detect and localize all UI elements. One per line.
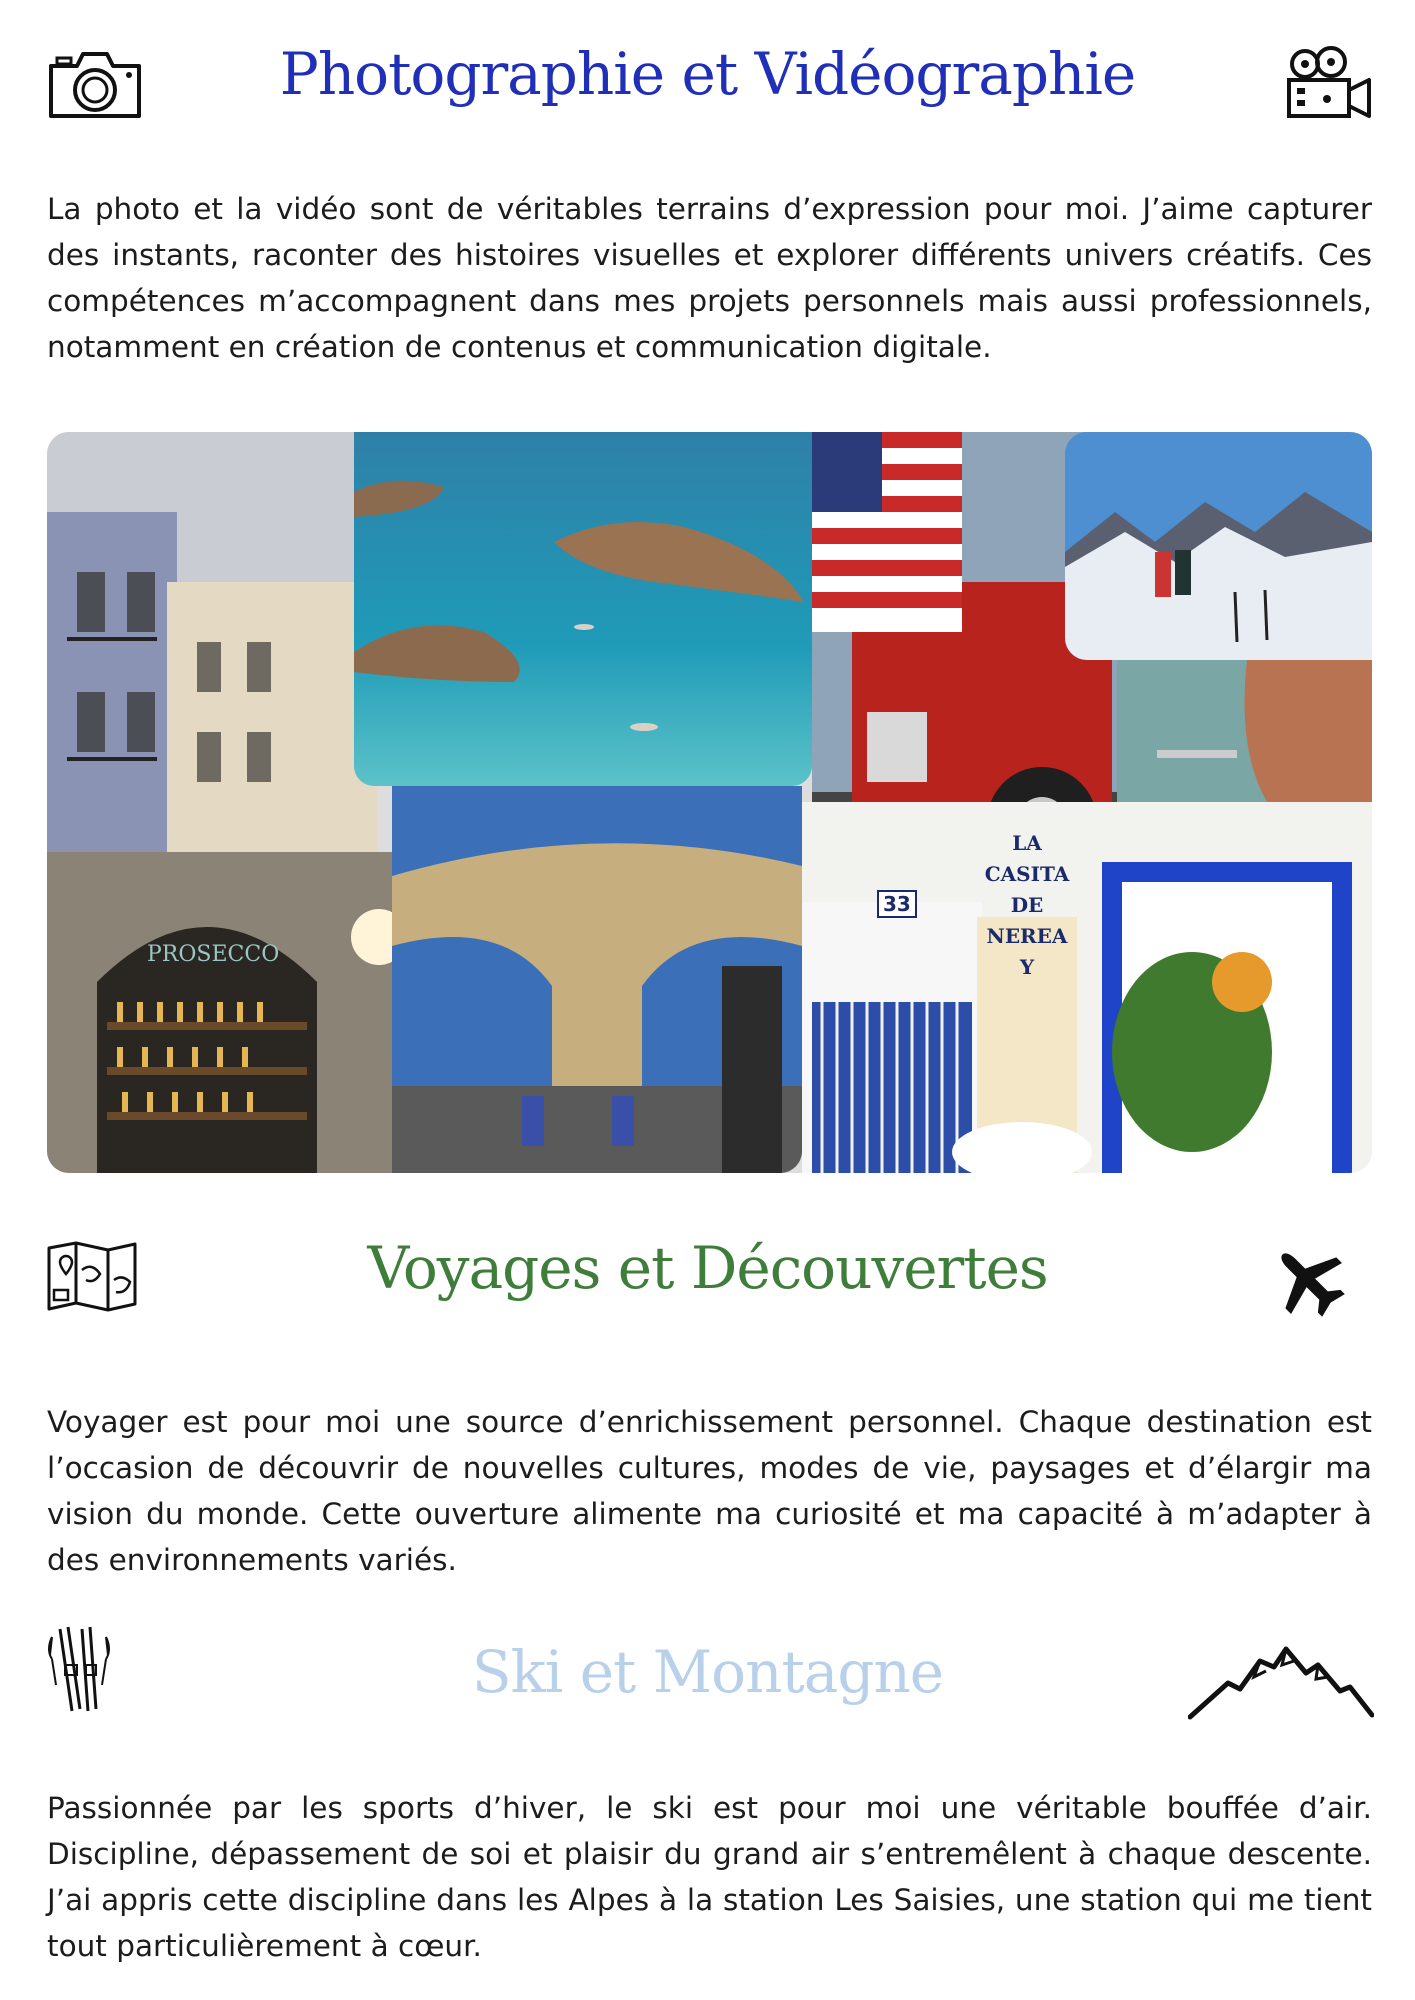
photo-coastal-town (1117, 660, 1372, 802)
photo-sea-rocks (354, 432, 812, 786)
door-number: 33 (877, 890, 917, 918)
tile-line: CASITA (984, 862, 1070, 886)
airplane-icon (1268, 1240, 1348, 1320)
photo-prosecco-shop (47, 852, 417, 1173)
casita-tiles (984, 828, 1070, 983)
photo-italian-building (47, 432, 377, 862)
paragraph-voyages: Voyager est pour moi une source d’enrichissement personnel. Chaque destination est l’occasion de découvrir de nouvelles cultures, modes de vie, paysages et d’élargir ma vision du monde. Cette ouverture alimente ma curiosité et ma capacité à m’adapter à des environnements variés. (47, 1405, 1372, 1577)
prosecco-sign: PROSECCO (147, 942, 280, 967)
photo-collage (47, 432, 1372, 1173)
paragraph-ski: Passionnée par les sports d’hiver, le ski est pour moi une véritable bouffée d’air. Discipline, dépassement de soi et plaisir du grand air s’entremêlent à chaque descente. J’ai appris cette discipline dans les Alpes à la station Les Saisies, une station qui me tient tout particulièrement à cœur. (47, 1791, 1372, 1963)
section-title-ski: Ski et Montagne (471, 1638, 944, 1706)
tile-line: LA (1012, 831, 1042, 855)
mountain-icon (1188, 1643, 1374, 1721)
photo-metropol-parasol (392, 786, 802, 1173)
tile-line: DE (1010, 893, 1044, 917)
section-title-voyages: Voyages et Découvertes (367, 1234, 1048, 1302)
section-title-photo: Photographie et Vidéographie (279, 40, 1136, 108)
photo-casita-de-nerea (802, 802, 1372, 1173)
tile-line: NEREA (986, 924, 1068, 948)
tile-line: Y (1019, 955, 1035, 979)
photo-ski-mountain (1065, 432, 1372, 660)
film-camera-icon (1285, 46, 1373, 122)
paragraph-photo: La photo et la vidéo sont de véritables terrains d’expression pour moi. J’aime capturer des instants, raconter des histoires visuelles et explorer différents univers créatifs. Ces compétences m’accompagnent dans mes projets personnels mais aussi professionnels, notamment en création de contenus et communication digitale. (47, 192, 1372, 364)
